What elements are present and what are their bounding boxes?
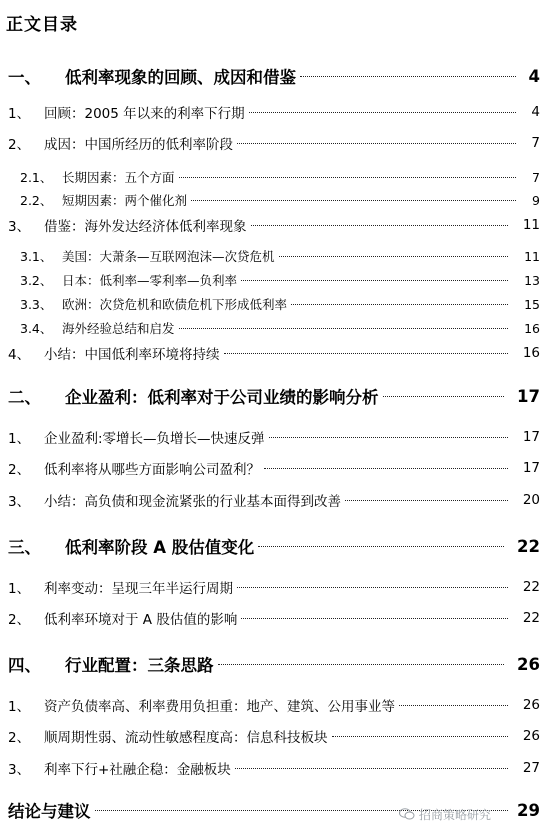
toc-entry[interactable] <box>0 268 550 292</box>
toc-entry-number: 2、 <box>8 137 31 153</box>
toc-entry[interactable] <box>0 213 550 237</box>
toc-entry-page: 16 <box>522 345 540 361</box>
toc-entry-number: 3、 <box>8 219 31 235</box>
toc-entry-text: 低利率环境对于 A 股估值的影响 <box>44 612 238 628</box>
toc-entry[interactable] <box>0 100 550 124</box>
toc-entry[interactable] <box>0 756 550 780</box>
toc-entry-page: 7 <box>531 135 540 151</box>
toc-entry-number: 3、 <box>8 762 31 778</box>
toc-entry-text: 借鉴：海外发达经济体低利率现象 <box>44 219 247 235</box>
dot-leader <box>241 618 508 619</box>
toc-entry-page: 17 <box>522 460 540 476</box>
dot-leader <box>264 468 508 469</box>
dot-leader <box>300 76 516 77</box>
toc-entry-text: 小结：中国低利率环境将持续 <box>44 347 220 363</box>
dot-leader <box>237 143 516 144</box>
toc-entry-page: 26 <box>522 728 540 744</box>
toc-entry[interactable] <box>0 64 550 88</box>
toc-entry[interactable] <box>0 575 550 599</box>
toc-entry-page: 16 <box>524 320 540 336</box>
toc-entry-number: 1、 <box>8 581 31 597</box>
toc-entry[interactable] <box>0 341 550 365</box>
dot-leader <box>291 304 508 305</box>
toc-entry-text: 低利率将从哪些方面影响公司盈利？ <box>44 462 260 478</box>
toc-entry-page: 4 <box>528 66 540 86</box>
toc-entry[interactable] <box>0 316 550 340</box>
toc-entry-text: 低利率阶段 A 股估值变化 <box>65 538 255 557</box>
toc-entry-page: 20 <box>522 492 540 508</box>
dot-leader <box>251 225 509 226</box>
toc-entry-text: 低利率现象的回顾、成因和借鉴 <box>65 68 296 87</box>
toc-entry-number: 2.2、 <box>20 193 53 208</box>
dot-leader <box>345 500 508 501</box>
toc-entry-page: 4 <box>531 104 540 120</box>
toc-entry-number: 3、 <box>8 494 31 510</box>
toc-entry[interactable] <box>0 488 550 512</box>
toc-entry-number: 2、 <box>8 462 31 478</box>
toc-entry[interactable] <box>0 131 550 155</box>
toc-entry-number: 四、 <box>8 656 41 675</box>
toc-entry-page: 27 <box>522 760 540 776</box>
dot-leader <box>279 256 508 257</box>
toc-entry[interactable] <box>0 693 550 717</box>
toc-entry-text: 长期因素：五个方面 <box>62 170 175 185</box>
toc-entry[interactable] <box>0 606 550 630</box>
toc-entry-text: 短期因素：两个催化剂 <box>62 193 188 208</box>
toc-entry-text: 回顾：2005 年以来的利率下行期 <box>44 106 245 122</box>
toc-entry-number: 2、 <box>8 730 31 746</box>
toc-entry-page: 26 <box>522 697 540 713</box>
wechat-icon <box>399 808 415 820</box>
toc-entry-page: 9 <box>532 192 540 208</box>
toc-entry-number: 3.2、 <box>20 273 53 288</box>
toc-entry[interactable] <box>0 244 550 268</box>
toc-entry-page: 11 <box>522 217 540 233</box>
toc-entry-page: 17 <box>517 386 540 406</box>
toc-entry-number: 2.1、 <box>20 170 53 185</box>
dot-leader <box>399 705 508 706</box>
toc-entry-page: 26 <box>517 654 540 674</box>
toc-entry-page: 17 <box>522 429 540 445</box>
dot-leader <box>191 200 516 201</box>
toc-entry-page: 13 <box>524 272 540 288</box>
toc-entry-text: 企业盈利:零增长—负增长—快速反弹 <box>44 431 265 447</box>
dot-leader <box>249 112 516 113</box>
toc-entry-number: 1、 <box>8 699 31 715</box>
toc-entry-page: 22 <box>517 536 540 556</box>
dot-leader <box>237 587 508 588</box>
toc-entry-number: 三、 <box>8 538 41 557</box>
toc-entry-text: 成因：中国所经历的低利率阶段 <box>44 137 233 153</box>
dot-leader <box>332 736 509 737</box>
toc-entry-text: 小结：高负债和现金流紧张的行业基本面得到改善 <box>44 494 341 510</box>
toc-entry[interactable] <box>0 188 550 212</box>
toc-entry-page: 11 <box>524 248 540 264</box>
toc-entry-number: 一、 <box>8 68 41 87</box>
toc-title: 正文目录 <box>6 15 78 35</box>
toc-entry-page: 22 <box>522 610 540 626</box>
toc-entry[interactable] <box>0 384 550 408</box>
dot-leader <box>179 177 516 178</box>
toc-entry-text: 欧洲：次贷危机和欧债危机下形成低利率 <box>62 297 288 312</box>
toc-entry-text: 日本：低利率—零利率—负利率 <box>62 273 238 288</box>
toc-entry-number: 3.4、 <box>20 321 53 336</box>
toc-entry-number: 2、 <box>8 612 31 628</box>
toc-entry[interactable] <box>0 292 550 316</box>
toc-entry-number: 3.1、 <box>20 249 53 264</box>
toc-entry-page: 7 <box>532 169 540 185</box>
toc-entry[interactable] <box>0 724 550 748</box>
toc-entry-number: 3.3、 <box>20 297 53 312</box>
toc-entry[interactable] <box>0 534 550 558</box>
dot-leader <box>269 437 508 438</box>
toc-entry-number: 4、 <box>8 347 31 363</box>
dot-leader <box>224 353 509 354</box>
toc-entry-page: 22 <box>522 579 540 595</box>
toc-entry-text: 资产负债率高、利率费用负担重：地产、建筑、公用事业等 <box>44 699 395 715</box>
toc-entry-page: 15 <box>524 296 540 312</box>
toc-entry[interactable] <box>0 652 550 676</box>
toc-entry-number: 二、 <box>8 388 41 407</box>
toc-entry-text: 美国：大萧条—互联网泡沫—次贷危机 <box>62 249 275 264</box>
toc-entry-text: 行业配置：三条思路 <box>65 656 214 675</box>
dot-leader <box>179 328 508 329</box>
toc-entry-text: 企业盈利：低利率对于公司业绩的影响分析 <box>65 388 379 407</box>
toc-entry-page: 29 <box>517 800 540 820</box>
dot-leader <box>383 396 505 397</box>
toc-entry-text: 利率变动：呈现三年半运行周期 <box>44 581 233 597</box>
toc-entry[interactable] <box>0 425 550 449</box>
watermark-text: 招商策略研究 <box>419 807 492 822</box>
dot-leader <box>235 768 508 769</box>
toc-entry-text: 利率下行+社融企稳：金融板块 <box>44 762 231 778</box>
toc-entry-number: 1、 <box>8 106 31 122</box>
watermark <box>399 800 549 828</box>
dot-leader <box>218 664 505 665</box>
toc-entry-number: 1、 <box>8 431 31 447</box>
toc-entry[interactable] <box>0 456 550 480</box>
dot-leader <box>241 280 508 281</box>
dot-leader <box>258 546 504 547</box>
toc-entry-text: 海外经验总结和启发 <box>62 321 175 336</box>
toc-entry-text: 顺周期性弱、流动性敏感程度高：信息科技板块 <box>44 730 328 746</box>
toc-entry[interactable] <box>0 165 550 189</box>
toc-entry-text: 结论与建议 <box>8 802 91 821</box>
